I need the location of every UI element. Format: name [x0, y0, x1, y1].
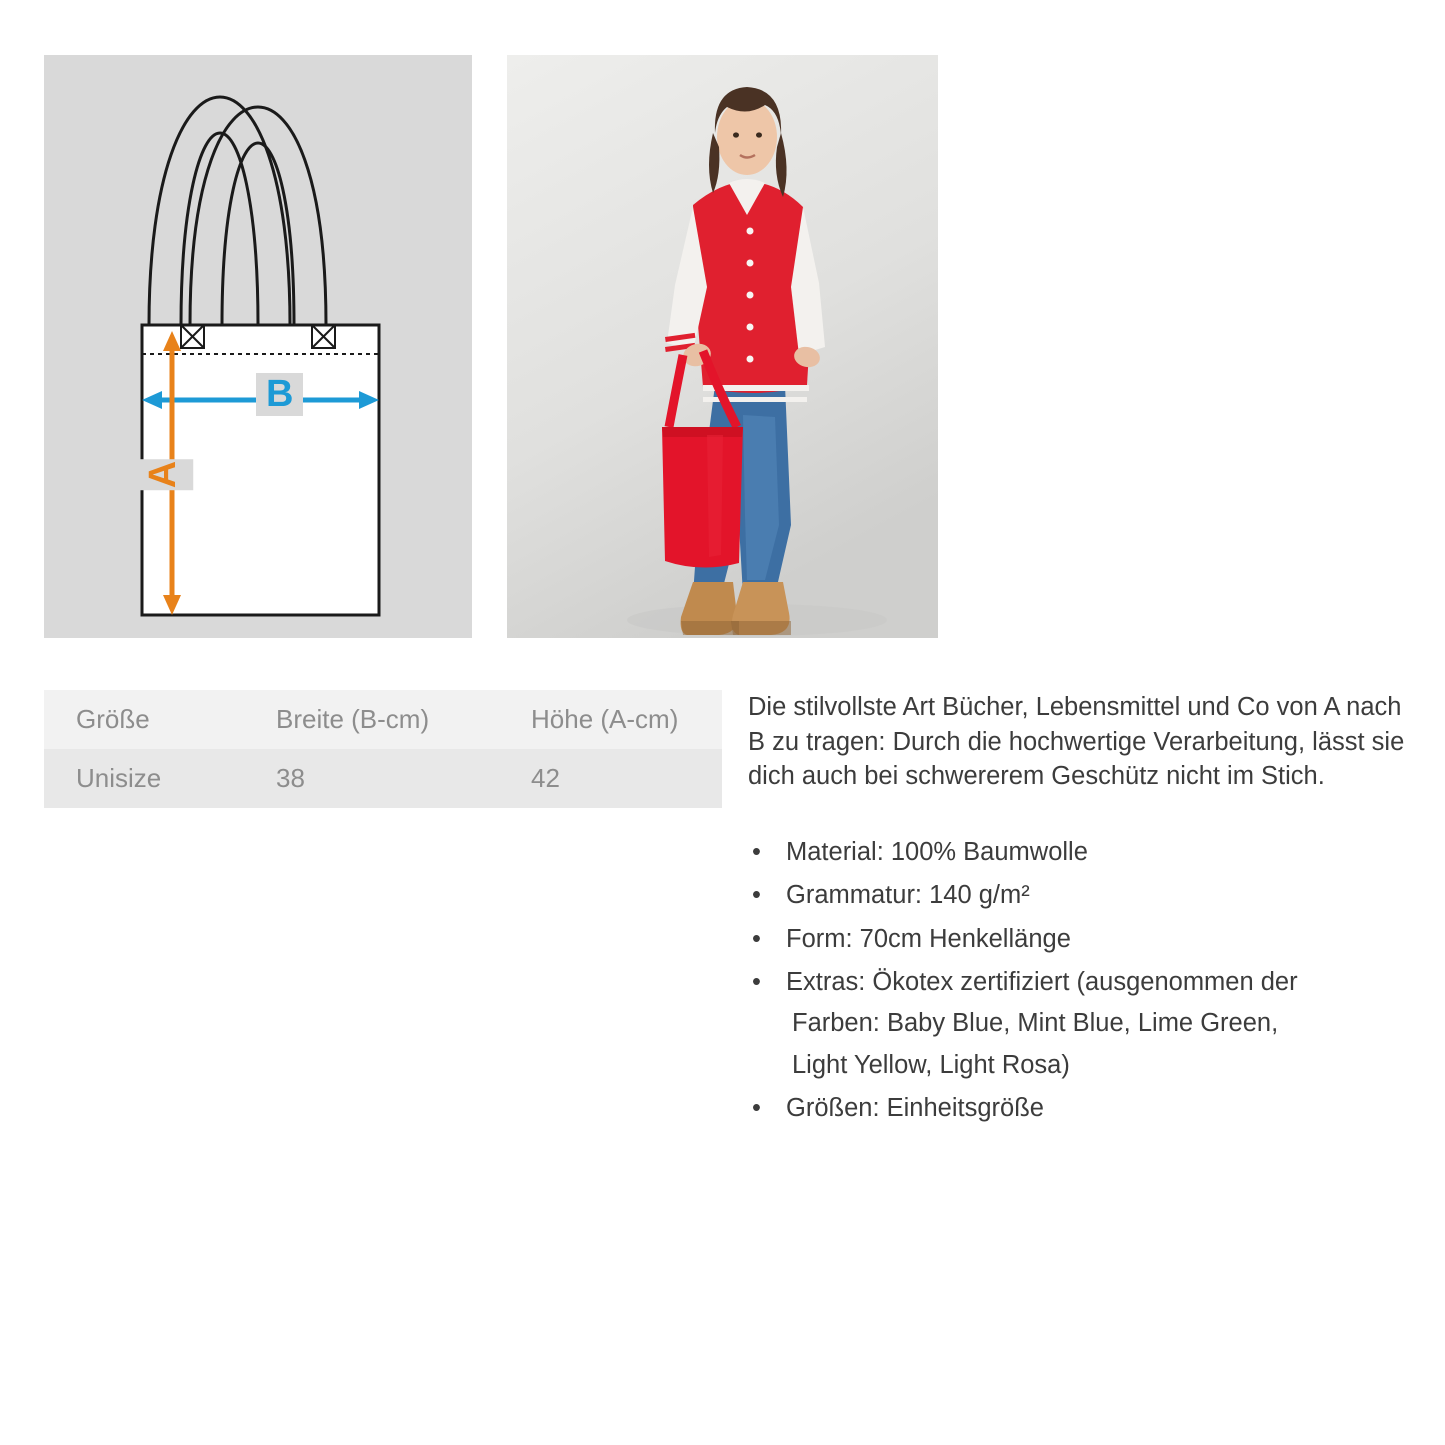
cell-height: 42	[531, 763, 560, 793]
diagram-label-height: A	[134, 459, 193, 490]
table-header-size: Größe	[76, 704, 150, 734]
feature-list	[748, 832, 1408, 1129]
feature-text-cont: Farben: Baby Blue, Mint Blue, Lime Green,	[792, 1009, 1279, 1038]
list-item	[748, 919, 1408, 960]
feature-text-cont: Light Yellow, Light Rosa)	[792, 1050, 1070, 1079]
table-row	[44, 749, 722, 808]
list-item	[748, 1088, 1408, 1129]
size-table	[44, 690, 722, 808]
table-header-row	[44, 690, 722, 749]
product-images-row	[44, 55, 938, 638]
description-intro: Die stilvollste Art Bücher, Lebensmittel und Co von A nach B zu tragen: Durch die hochwertige Verarbeitung, lässt sie dich auch bei schwererem Geschütz nicht im Stich.	[748, 693, 1405, 791]
feature-text: Grammatur: 140 g/m²	[786, 881, 1030, 910]
list-item	[748, 962, 1408, 1086]
list-item	[748, 832, 1408, 873]
cell-width: 38	[276, 763, 305, 793]
model-photo	[507, 55, 938, 638]
cell-size: Unisize	[76, 763, 162, 793]
diagram-label-width: B	[256, 373, 303, 416]
table-header-width: Breite (B-cm)	[276, 704, 430, 734]
table-header-height: Höhe (A-cm)	[531, 704, 679, 734]
feature-text: Größen: Einheitsgröße	[786, 1093, 1044, 1122]
bullet-icon: •	[752, 1093, 761, 1122]
feature-text: Material: 100% Baumwolle	[786, 838, 1088, 867]
measurement-diagram	[44, 55, 472, 638]
feature-text: Form: 70cm Henkellänge	[786, 924, 1071, 953]
product-description	[748, 690, 1408, 1131]
feature-text: Extras: Ökotex zertifiziert (ausgenommen der	[786, 967, 1298, 996]
list-item	[748, 875, 1408, 916]
bullet-icon: •	[752, 967, 761, 996]
bullet-icon: •	[752, 838, 761, 867]
bullet-icon: •	[752, 881, 761, 910]
bullet-icon: •	[752, 924, 761, 953]
